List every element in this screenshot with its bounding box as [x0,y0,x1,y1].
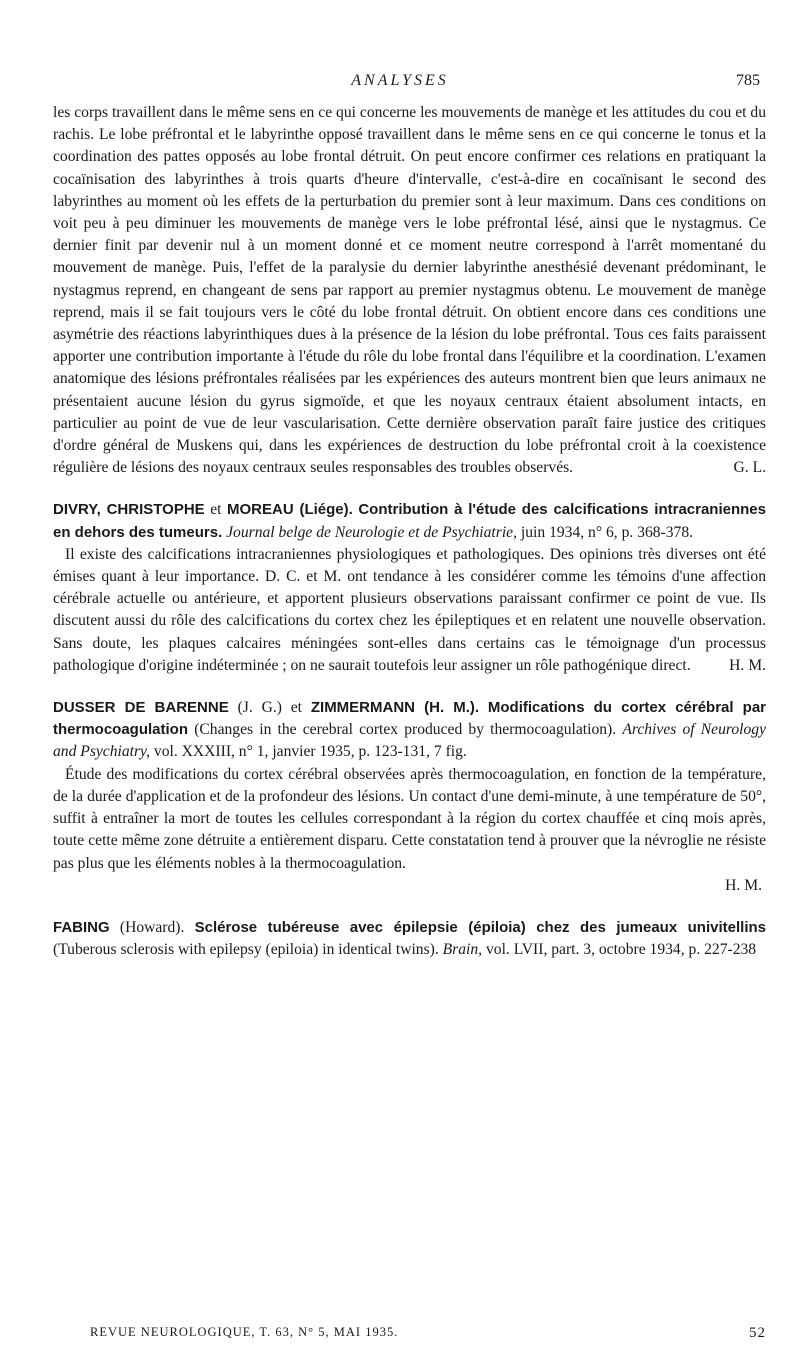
entry-authors: DUSSER DE BARENNE [53,699,229,717]
entry-heading [53,917,766,961]
continuation-paragraph [53,102,766,479]
entry-citation: juin 1934, n° 6, p. 368-378. [520,523,694,541]
page-footer [90,1325,766,1345]
entry-signature: H. M. [725,876,762,894]
continuation-text: les corps travaillent dans le même sens en ce qui concerne les mouvements de manège et les attitudes du cou et du rachis. Le lobe préfrontal et le labyrinthe opposé travaillent dans le même sens en ce qui concerne le tonus et la coordination des pattes opposés au lobe frontal détruit. On peut encore confirmer ces relations en pratiquant la cocaïnisation des labyrinthes à trois quarts d'heure d'intervalle, c'est-à-dire en cocaïnisant le second des labyrinthes au moment où les effets de la perturbation du premier sont à leur maximum. Dans ces conditions on voit peu à peu diminuer les mouvements de manège vers le lobe préfrontal lésé, ainsi que le nystagmus. Ce dernier finit par devenir nul à un moment donné et ce moment neutre correspond à l'arrêt momentané du mouvement de manège. Puis, l'effet de la paralysie du dernier labyrinthe anesthésié devenant prédominant, le nystagmus reprend, en changeant de sens par rapport au premier nystagmus obtenu. Le mouvement de manège reprend, mais il se fait toujours vers le côté du lobe frontal détruit. On obtient encore dans ces conditions une asymétrie des réactions labyrinthiques dues à la présence de la lésion du lobe préfrontal. Tous ces faits paraissent apporter une contribution importante à l'étude du rôle du lobe frontal dans l'équilibre et la coordination. L'examen anatomique des lésions préfrontales réalisées par les expériences des auteurs montrent bien que leurs animaux ne présentaient aucune lésion du gyrus sigmoïde, et que les noyaux centraux étaient absolument intacts, en particulier au point de vue de leur vascularisation. Cette dernière observation paraît faire justice des critiques d'ordre général de Muskens qui, dans les expériences de destruction du lobe préfrontal croit à la coexistence régulière de lésions des noyaux centraux seules responsables des troubles observés. [53,104,766,477]
continuation-signature: G. L. [733,459,766,477]
abstract-entry-fabing [53,917,766,961]
entry-authors-secondary: ZIMMERMANN (H. M.). [310,699,480,717]
entry-journal: Archives of Neurology and Psychiatry, [53,721,767,761]
entry-title: Sclérose tubéreuse avec épilepsie (épiloia) chez des jumeaux univitellins [194,918,766,936]
entry-title: Contribution à l'étude des calcifications intracraniennes en dehors des tumeurs. [53,501,766,541]
entry-heading [53,697,766,764]
text-block [53,102,766,961]
entry-body [53,764,766,875]
entry-authors: DIVRY, CHRISTOPHE [53,501,205,519]
entry-heading [53,499,766,543]
entry-subtitle: (Tuberous sclerosis with epilepsy (epiloia) in identical twins). [53,941,439,959]
footer-signature-mark: 52 [749,1325,766,1341]
entry-journal: Journal belge de Neurologie et de Psychiatrie, [226,523,517,541]
entry-connector: (J. G.) et [237,699,303,717]
running-title: ANALYSES [351,72,449,89]
entry-subtitle: (Changes in the cerebral cortex produced by thermocoagulation). [194,721,617,739]
abstract-entry-dusser [53,697,766,897]
entry-body-text: Il existe des calcifications intracraniennes physiologiques et pathologiques. Des opinions très diverses ont été émises quant à leur importance. D. C. et M. ont tendance à les considérer comme les témoins d'une affection cérébrale actuelle ou antérieure, et apportent plusieurs observations paraissant confirmer ce point de vue. Ils discutent aussi du rôle des calcifications du cortex chez les épileptiques et en relatent une nouvelle observation. Sans doute, les plaques calcaires méningées sont-elles dans certains cas le témoignage d'un processus pathologique d'origine indéterminée ; on ne saurait toutefois leur assigner un rôle pathogénique direct. [53,545,766,674]
entry-connector: et [210,501,222,519]
entry-journal: Brain, [442,941,483,959]
footer-journal-line: REVUE NEUROLOGIQUE, T. 63, N° 5, MAI 1935. [90,1325,399,1339]
entry-body [53,544,766,677]
running-header [0,72,800,94]
entry-connector: (Howard). [119,918,185,936]
entry-body-text: Étude des modifications du cortex cérébral observées après thermocoagulation, en fonction de la température, de la durée d'application et de la profondeur des lésions. Un contact d'une demi-minute, à une température de 50°, suffit à entraîner la mort de toutes les cellules correspondant à la région du cortex chauffée et cinq mois après, toute cette même zone détruite a entièrement disparu. Cette constatation tend à prouver que la névroglie ne résiste pas plus que les éléments nobles à la thermocoagulation. [53,765,766,872]
page-number: 785 [736,72,760,89]
entry-citation: vol. XXXIII, n° 1, janvier 1935, p. 123-131, 7 fig. [153,743,467,761]
entry-signature: H. M. [729,656,766,674]
entry-title: Modifications du cortex cérébral par thermocoagulation [53,699,767,739]
entry-authors: FABING [53,918,110,936]
entry-authors-secondary: MOREAU (Liége). [227,501,353,519]
abstract-entry-divry [53,499,766,677]
entry-citation: vol. LVII, part. 3, octobre 1934, p. 227-238 [485,941,757,959]
